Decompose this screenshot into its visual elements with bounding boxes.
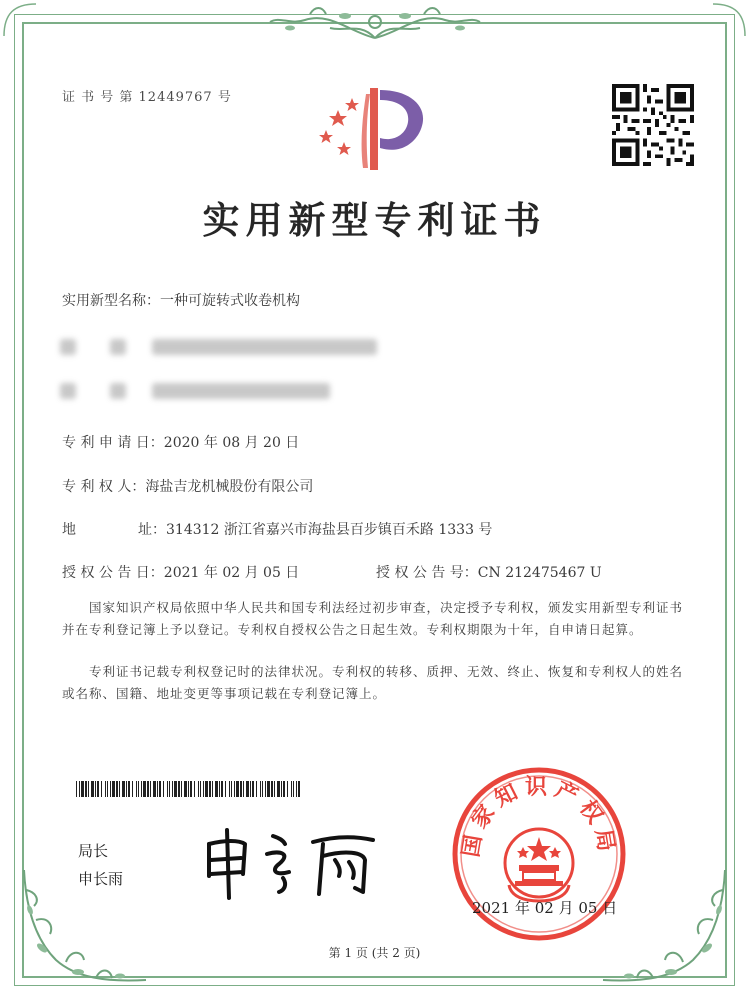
issue-date: 2021 年 02 月 05 日 (472, 899, 618, 917)
address-value: 址：314312 浙江省嘉兴市海盐县百步镇百禾路 1333 号 (138, 522, 493, 538)
cnipa-logo-icon (308, 80, 438, 175)
certificate-number: 证 书 号 第 12449767 号 (62, 90, 232, 105)
barcode-icon (76, 781, 300, 797)
handwritten-signature (195, 814, 385, 904)
grant-announcement-number: 授 权 公 告 号：CN 212475467 U (376, 565, 602, 581)
statement-paragraph-1: 国家知识产权局依照中华人民共和国专利法经过初步审查，决定授予专利权，颁发实用新型专利证书并在专利登记簿上予以登记。专利权自授权公告之日起生效。专利权期限为十年，自申请日起算。 (62, 600, 684, 637)
certificate-title: 实用新型专利证书 (202, 198, 547, 242)
corner-ornament-top-left (0, 0, 40, 40)
seal-text: 国家知识产权局 (458, 775, 620, 860)
corner-ornament-top-right (709, 0, 749, 40)
address-label: 地 (62, 522, 76, 538)
redacted-inventor-row (60, 339, 390, 355)
application-date: 专 利 申 请 日：2020 年 08 月 20 日 (62, 435, 300, 451)
signatory-title: 局长 (78, 842, 109, 860)
address (62, 519, 492, 539)
redacted-patent-number-row (60, 383, 340, 399)
page-footer: 第 1 页 (共 2 页) (328, 946, 421, 960)
statement-paragraph-2: 专利证书记载专利权登记时的法律状况。专利权的转移、质押、无效、终止、恢复和专利权人的姓名或名称、国籍、地址变更等事项记载在专利登记簿上。 (62, 664, 684, 701)
signatory-name: 申长雨 (78, 870, 124, 888)
top-ornament (250, 2, 500, 46)
patentee: 专 利 权 人：海盐吉龙机械股份有限公司 (62, 479, 314, 495)
qr-code-icon (612, 84, 694, 166)
grant-announcement-date: 授 权 公 告 日：2021 年 02 月 05 日 (62, 565, 300, 581)
utility-model-name: 实用新型名称：一种可旋转式收卷机构 (62, 293, 300, 309)
